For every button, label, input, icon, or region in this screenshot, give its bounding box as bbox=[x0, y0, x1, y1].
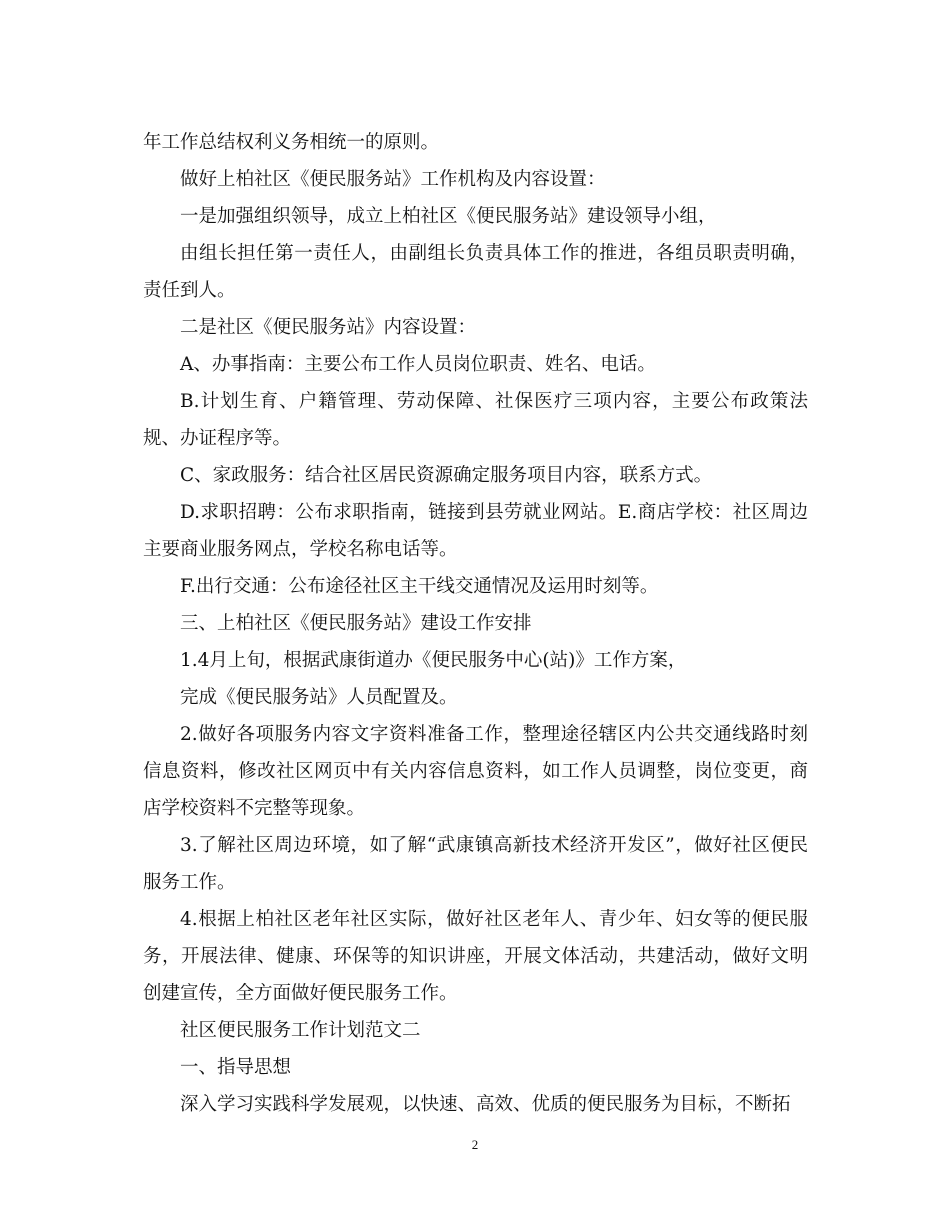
paragraph-6: A、办事指南：主要公布工作人员岗位职责、姓名、电话。 bbox=[180, 354, 656, 375]
paragraph-8: C、家政服务：结合社区居民资源确定服务项目内容，联系方式。 bbox=[180, 465, 713, 486]
paragraph-16: 4.根据上柏社区老年社区实际，做好社区老年人、青少年、妇女等的便民服务，开展法律、健康、环保等的知识讲座，开展文体活动，共建活动，做好文明创建宣传，全方面做好便民服务工作。 bbox=[143, 909, 808, 1004]
paragraph-2: 做好上柏社区《便民服务站》工作机构及内容设置： bbox=[180, 169, 606, 190]
paragraph-15: 3.了解社区周边环境，如了解“武康镇高新技术经济开发区”，做好社区便民服务工作。 bbox=[143, 835, 808, 893]
paragraph-17: 社区便民服务工作计划范文二 bbox=[180, 1020, 421, 1041]
paragraph-11: 三、上柏社区《便民服务站》建设工作安排 bbox=[180, 613, 532, 634]
paragraph-10: F.出行交通：公布途径社区主干线交通情况及运用时刻等。 bbox=[180, 576, 659, 597]
document-body bbox=[143, 124, 808, 1123]
paragraph-9: D.求职招聘：公布求职指南，链接到县劳就业网站。E.商店学校：社区周边主要商业服务网点，学校名称电话等。 bbox=[143, 502, 808, 560]
paragraph-4: 由组长担任第一责任人，由副组长负责具体工作的推进，各组员职责明确，责任到人。 bbox=[143, 243, 808, 301]
page-number: 2 bbox=[471, 1137, 479, 1152]
paragraph-1: 年工作总结权利义务相统一的原则。 bbox=[143, 132, 440, 153]
paragraph-7: B.计划生育、户籍管理、劳动保障、社保医疗三项内容，主要公布政策法规、办证程序等。 bbox=[143, 391, 808, 449]
paragraph-18: 一、指导思想 bbox=[180, 1057, 292, 1078]
paragraph-3: 一是加强组织领导，成立上柏社区《便民服务站》建设领导小组， bbox=[180, 206, 717, 227]
paragraph-19: 深入学习实践科学发展观，以快速、高效、优质的便民服务为目标，不断拓 bbox=[180, 1094, 791, 1115]
paragraph-12: 1.4月上旬，根据武康街道办《便民服务中心(站)》工作方案， bbox=[180, 650, 687, 671]
paragraph-5: 二是社区《便民服务站》内容设置： bbox=[180, 317, 477, 338]
paragraph-13: 完成《便民服务站》人员配置及。 bbox=[180, 687, 458, 708]
paragraph-14: 2.做好各项服务内容文字资料准备工作，整理途径辖区内公共交通线路时刻信息资料，修改社区网页中有关内容信息资料，如工作人员调整，岗位变更，商店学校资料不完整等现象。 bbox=[143, 724, 808, 819]
